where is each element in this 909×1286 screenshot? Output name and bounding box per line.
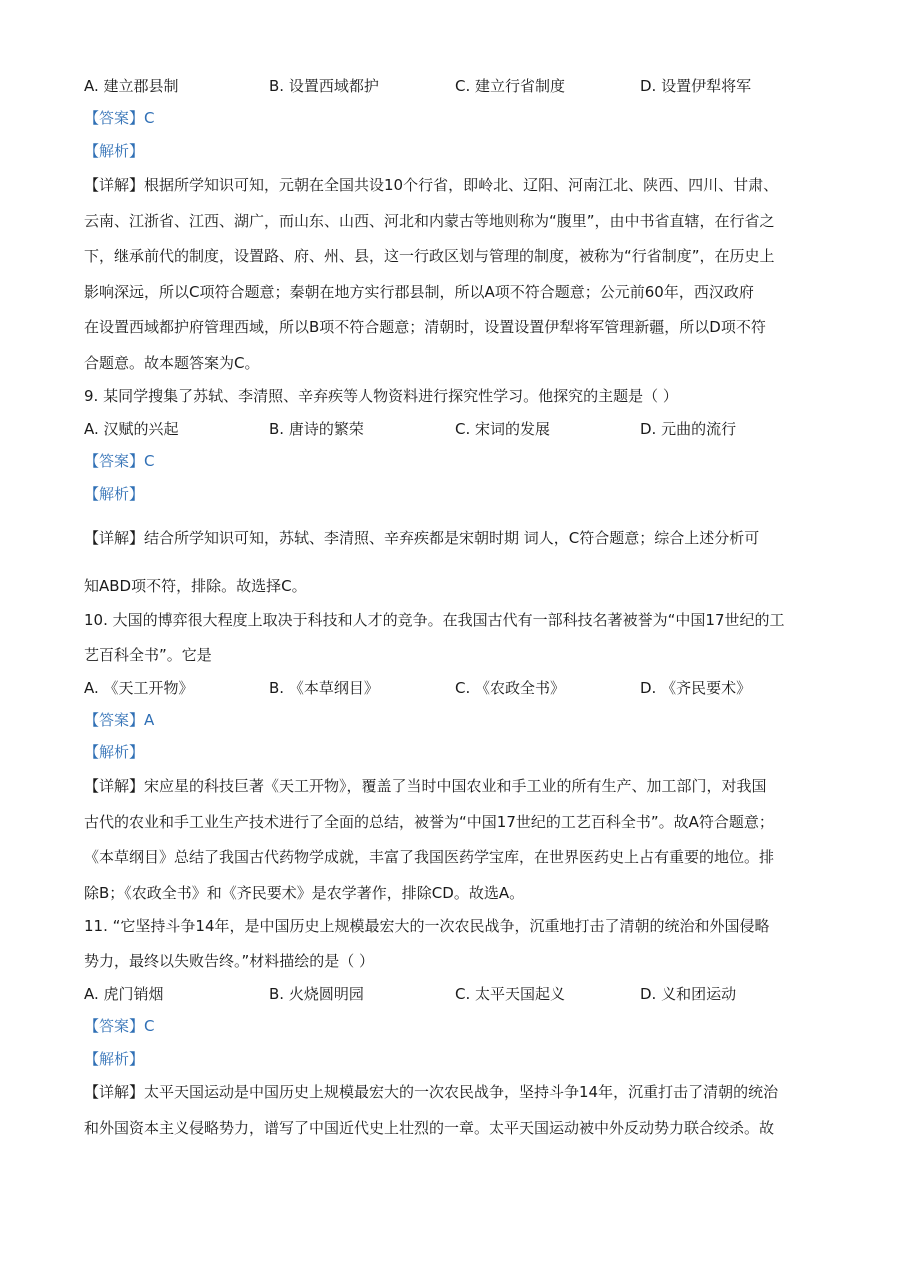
question-text: 11. “它坚持斗争14年，是中国历史上规模最宏大的一次农民战争，沉重地打击了清朝的统治和外国侵略 — [84, 917, 770, 935]
option-c: C. 宋词的发展 — [455, 420, 551, 438]
option-b: B. 设置西域都护 — [269, 77, 379, 95]
option-d: D. 《齐民要术》 — [640, 679, 752, 697]
detail-line: 知ABD项不符，排除。故选择C。 — [84, 577, 307, 595]
option-c: C. 建立行省制度 — [455, 77, 566, 95]
option-a: A. 汉赋的兴起 — [84, 420, 179, 438]
detail-line: 除B；《农政全书》和《齐民要术》是农学著作，排除CD。故选A。 — [84, 884, 525, 902]
detail-line: 【详解】宋应星的科技巨著《天工开物》，覆盖了当时中国农业和手工业的所有生产、加工部门，对我国 — [84, 777, 767, 795]
detail-line: 古代的农业和手工业生产技术进行了全面的总结，被誉为“中国17世纪的工艺百科全书”。故A符合题意； — [84, 813, 774, 831]
option-b: B. 火烧圆明园 — [269, 985, 364, 1003]
analysis-label: 【解析】 — [84, 485, 145, 503]
option-b: B. 《本草纲目》 — [269, 679, 379, 697]
option-c: C. 《农政全书》 — [455, 679, 566, 697]
option-a: A. 虎门销烟 — [84, 985, 164, 1003]
option-b: B. 唐诗的繁荣 — [269, 420, 364, 438]
detail-line: 【详解】结合所学知识可知，苏轼、李清照、辛弃疾都是宋朝时期 词人，C符合题意；综合上述分析可 — [84, 529, 760, 547]
detail-line: 在设置西域都护府管理西域，所以B项不符合题意；清朝时，设置设置伊犁将军管理新疆，所以D项不符 — [84, 318, 766, 336]
question-text: 10. 大国的博弈很大程度上取决于科技和人才的竞争。在我国古代有一部科技名著被誉为“中国17世纪的工 — [84, 611, 785, 629]
option-d: D. 设置伊犁将军 — [640, 77, 752, 95]
question-text: 势力，最终以失败告终。”材料描绘的是（ ） — [84, 952, 375, 970]
detail-line: 影响深远，所以C项符合题意；秦朝在地方实行郡县制，所以A项不符合题意；公元前60年，西汉政府 — [84, 283, 754, 301]
detail-line: 【详解】根据所学知识可知，元朝在全国共设10个行省，即岭北、辽阳、河南江北、陕西、四川、甘肃、 — [84, 176, 779, 194]
detail-line: 下，继承前代的制度，设置路、府、州、县，这一行政区划与管理的制度，被称为“行省制度”，在历史上 — [84, 247, 775, 265]
detail-line: 云南、江浙省、江西、湖广，而山东、山西、河北和内蒙古等地则称为“腹里”，由中书省直辖，在行省之 — [84, 212, 775, 230]
option-a: A. 《天工开物》 — [84, 679, 194, 697]
question-text: 9. 某同学搜集了苏轼、李清照、辛弃疾等人物资料进行探究性学习。他探究的主题是（ ） — [84, 387, 678, 405]
detail-line: 《本草纲目》总结了我国古代药物学成就，丰富了我国医药学宝库，在世界医药史上占有重要的地位。排 — [84, 848, 775, 866]
option-d: D. 义和团运动 — [640, 985, 737, 1003]
answer-label: 【答案】A — [84, 711, 155, 729]
option-d: D. 元曲的流行 — [640, 420, 737, 438]
detail-line: 和外国资本主义侵略势力，谱写了中国近代史上壮烈的一章。太平天国运动被中外反动势力联合绞杀。故 — [84, 1119, 775, 1137]
option-c: C. 太平天国起义 — [455, 985, 566, 1003]
detail-line: 【详解】太平天国运动是中国历史上规模最宏大的一次农民战争，坚持斗争14年，沉重打击了清朝的统治 — [84, 1083, 779, 1101]
analysis-label: 【解析】 — [84, 743, 145, 761]
answer-label: 【答案】C — [84, 452, 155, 470]
question-text: 艺百科全书”。它是 — [84, 646, 212, 664]
answer-label: 【答案】C — [84, 109, 155, 127]
answer-label: 【答案】C — [84, 1017, 155, 1035]
analysis-label: 【解析】 — [84, 1050, 145, 1068]
option-a: A. 建立郡县制 — [84, 77, 179, 95]
detail-line: 合题意。故本题答案为C。 — [84, 354, 260, 372]
analysis-label: 【解析】 — [84, 142, 145, 160]
